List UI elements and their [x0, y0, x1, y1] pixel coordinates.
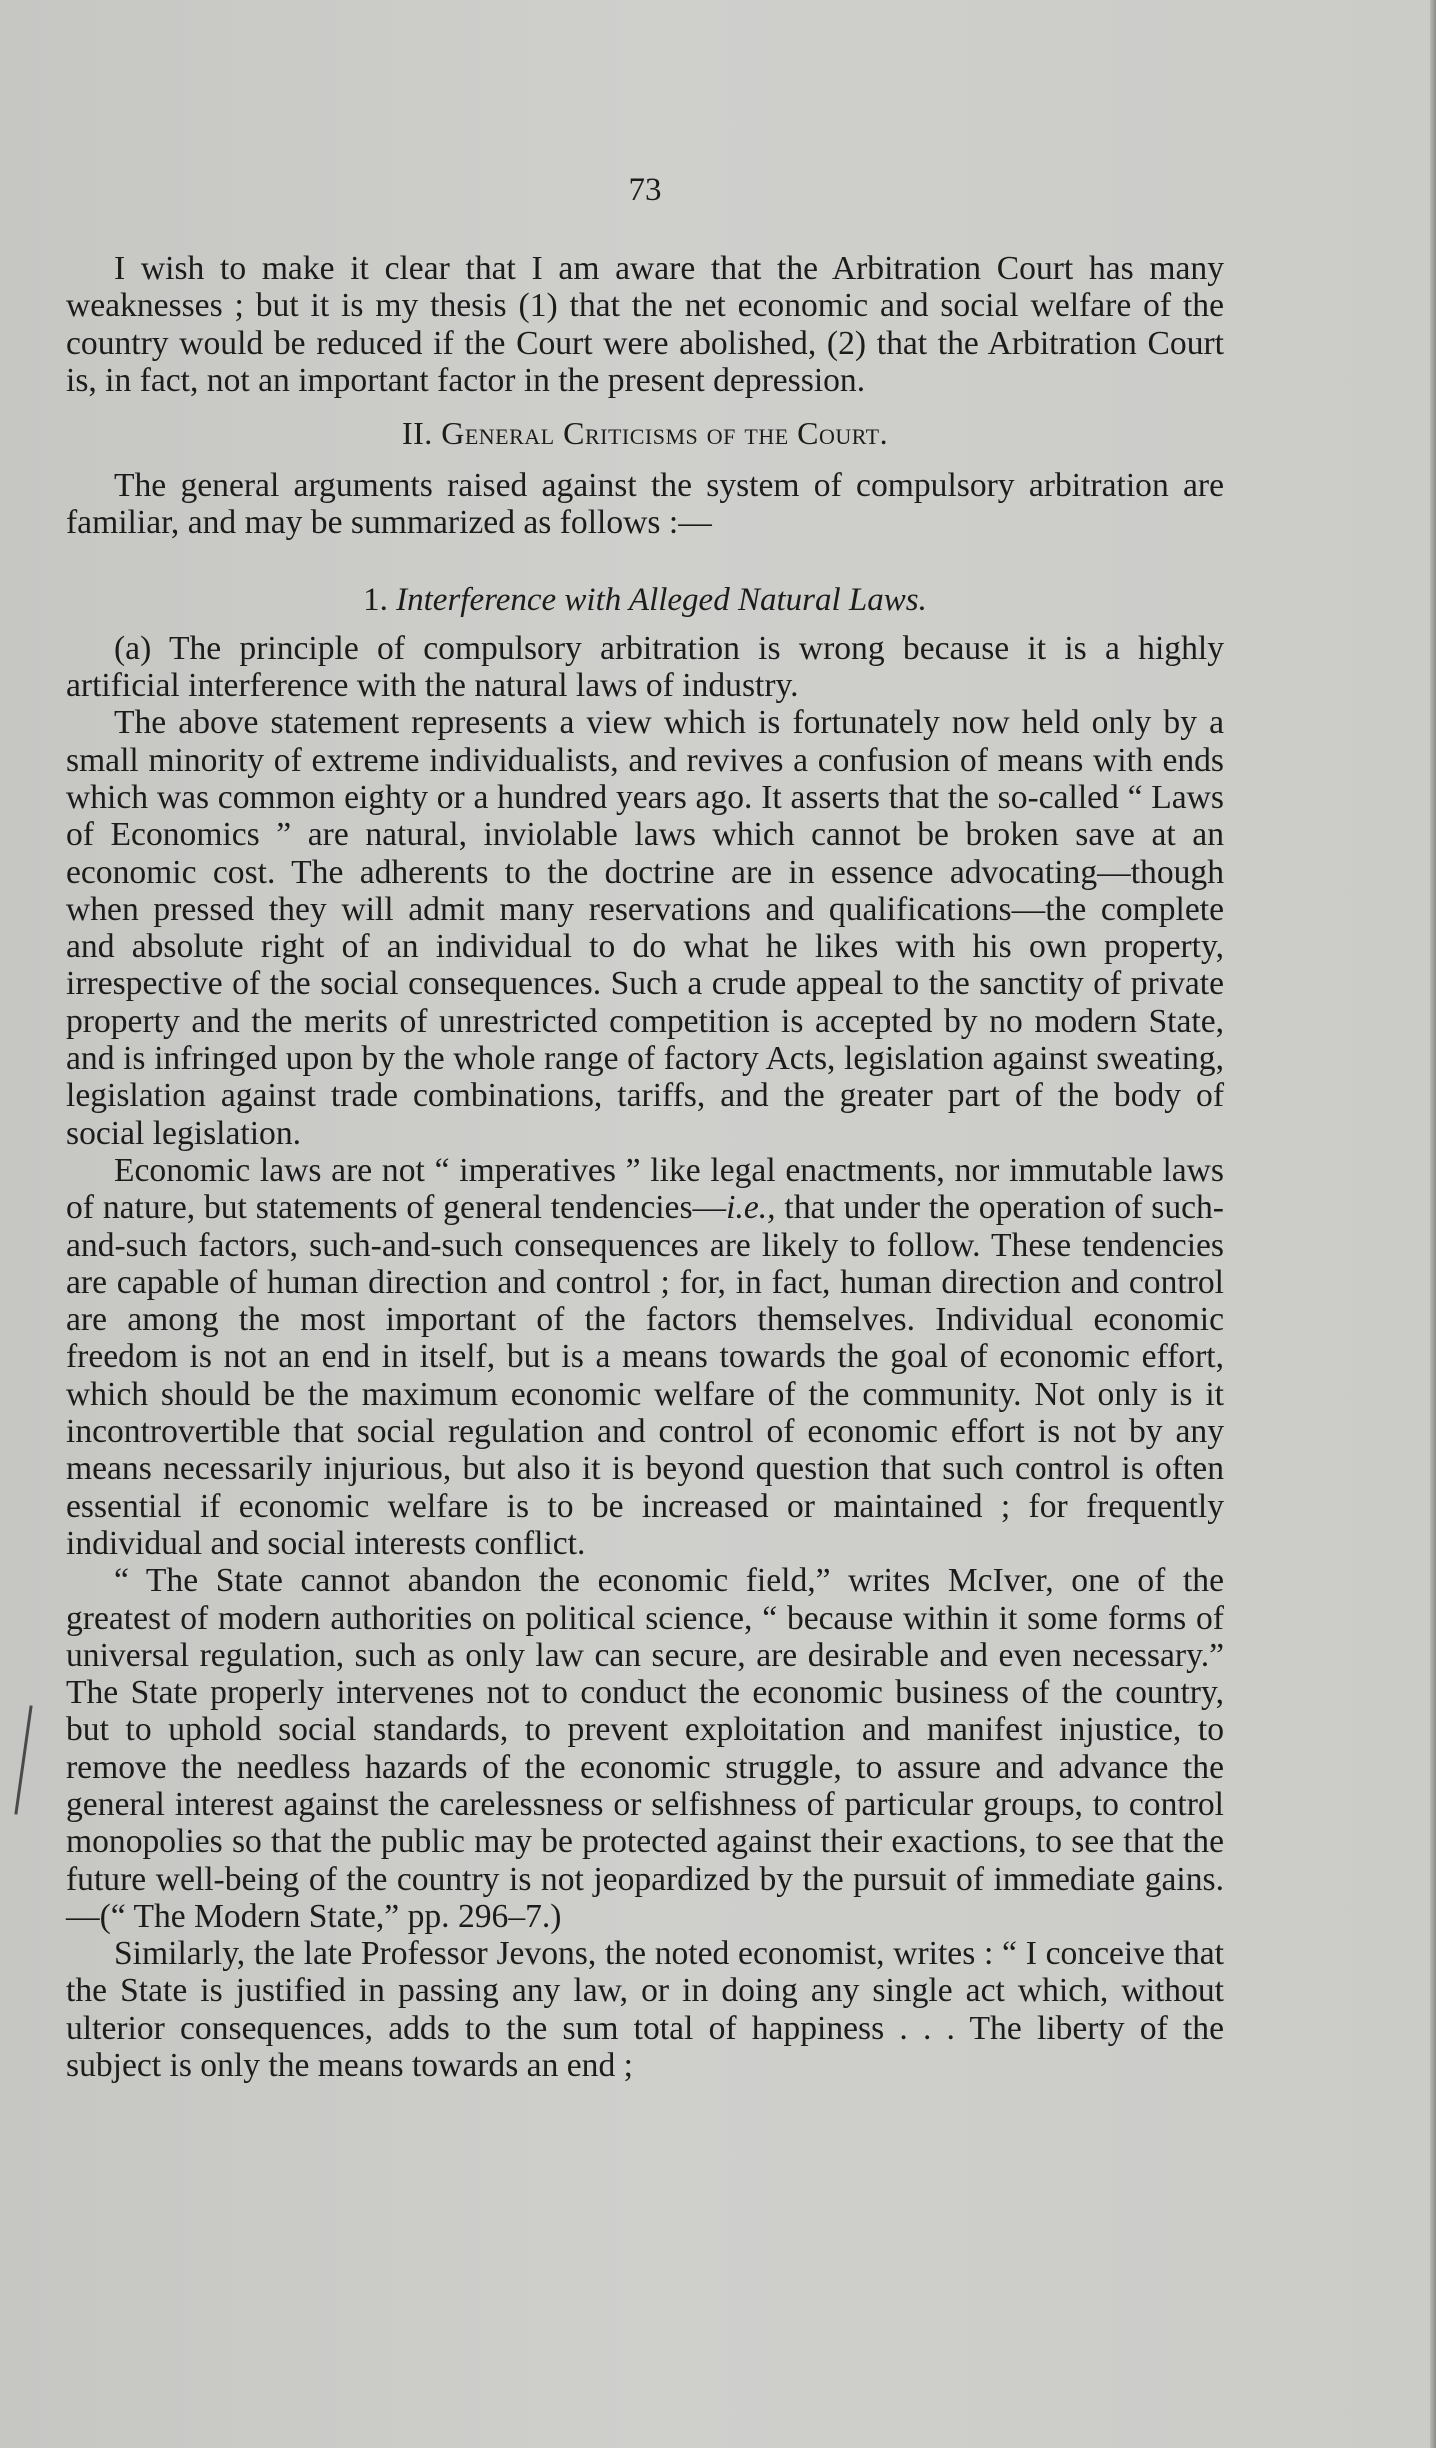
page-edge [1430, 0, 1436, 2448]
subheading [66, 580, 1224, 620]
subheading-title: Interference with Alleged Natural Laws. [396, 581, 927, 618]
paragraph-jevons-quote: Similarly, the late Professor Jevons, the noted economist, writes : “ I conceive that the State is justified in passing any law, or in doing any single act which, without ulterior consequences, adds to the sum total of happiness . . . The liberty of the subject is only the means towards an end ; [66, 1935, 1224, 2085]
paragraph-economic-laws-italic: i.e., [726, 1189, 776, 1227]
paragraph-economic-laws [66, 1152, 1224, 1562]
paragraph-a [66, 630, 1224, 705]
paragraph-a-text: The principle of compulsory arbitration is wrong because it is a highly artificial interference with the natural laws of industry. [66, 629, 1224, 705]
paragraph-natural-laws: The above statement represents a view which is fortunately now held only by a small minority of extreme individualists, and revives a confusion of means with ends which was common eighty or a hundred years ago. It asserts that the so-called “ Laws of Economics ” are natural, inviolable laws which cannot be broken save at an economic cost. The adherents to the doctrine are in essence advocating—though when pressed they will admit many reservations and qualifications—the complete and absolute right of an individual to do what he likes with his own property, irrespective of the social consequences. Such a crude appeal to the sanctity of private property and the merits of unrestricted competition is accepted by no modern State, and is infringed upon by the whole range of factory Acts, legislation against sweating, legislation against trade combinations, tariffs, and the greater part of the body of social legislation. [66, 704, 1224, 1152]
page-number: 73 [628, 172, 662, 208]
paragraph-economic-laws-end: that under the operation of such-and-such factors, such-and-such consequences are likely to follow. These tendencies are capable of human direction and control ; for, in fact, human direction and control are among the most important of the factors themselves. Individual economic freedom is not an end in itself, but is a means towards the goal of economic effort, which should be the maximum economic welfare of the community. Not only is it incontrovertible that social regulation and control of economic effort is not by any means necessarily injurious, but also it is beyond question that such control is often essential if economic welfare is to be increased or maintained ; for frequently individual and social interests conflict. [66, 1189, 1224, 1562]
paragraph-mciver-quote: “ The State cannot abandon the economic field,” writes McIver, one of the greatest of modern authorities on political science, “ because within it some forms of universal regulation, such as only law can secure, are desirable and even necessary.” The State properly intervenes not to conduct the economic business of the country, but to uphold social standards, to prevent exploitation and manifest injustice, to remove the needless hazards of the economic struggle, to assure and advance the general interest against the carelessness or selfishness of particular groups, to control monopolies so that the public may be protected against their exactions, to see that the future well-being of the country is not jeopardized by the pursuit of immediate gains.—(“ The Modern State,” pp. 296–7.) [66, 1562, 1224, 1935]
pencil-mark [14, 1705, 32, 1814]
paragraph-a-label: (a) [114, 629, 152, 667]
section-heading: II. General Criticisms of the Court. [401, 415, 889, 452]
subheading-number: 1. [363, 581, 388, 618]
paragraph-economic-laws-start: Economic laws are not “ imperatives ” like legal enactments, nor immutable laws of nature, but statements of general tendencies— [66, 1151, 1224, 1227]
section-intro-paragraph: The general arguments raised against the system of compulsory arbitration are familiar, and may be summarized as follows :— [66, 467, 1224, 542]
page-content [66, 170, 1224, 2084]
intro-paragraph: I wish to make it clear that I am aware that the Arbitration Court has many weaknesses ; but it is my thesis (1) that the net economic and social welfare of the country would be reduced if the Court were abolished, (2) that the Arbitration Court is, in fact, not an important factor in the present depression. [66, 250, 1224, 399]
